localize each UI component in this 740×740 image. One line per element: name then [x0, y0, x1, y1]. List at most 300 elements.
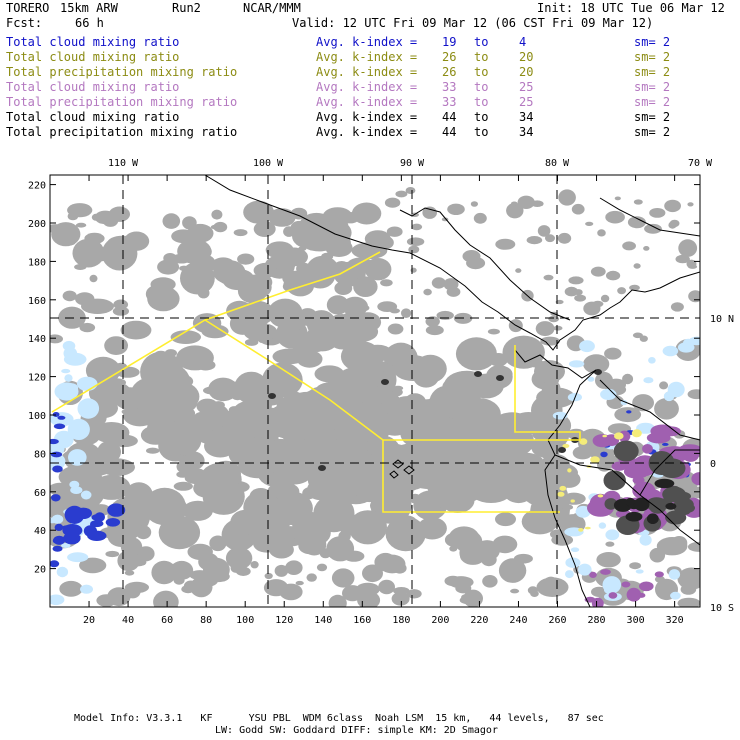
- y-tick-label: 140: [27, 334, 46, 346]
- light-blue-cell: [668, 382, 685, 398]
- cloud-cell: [574, 295, 586, 302]
- legend-row: [6, 80, 736, 95]
- cloud-cell: [360, 215, 370, 221]
- cloud-cell: [536, 321, 555, 336]
- cloud-cell: [352, 203, 381, 225]
- cloud-cell: [482, 575, 497, 588]
- dark-cell: [626, 498, 635, 506]
- legend-sm: sm= 2: [634, 80, 671, 94]
- cloud-cell: [211, 210, 222, 220]
- cloud-cell: [317, 564, 327, 572]
- cloud-cell: [466, 257, 485, 269]
- cloud-cell: [63, 291, 77, 302]
- cloud-cell: [393, 596, 407, 603]
- legend-to: 20: [519, 65, 534, 79]
- yellow-cell: [557, 492, 564, 497]
- cloud-cell: [461, 594, 471, 600]
- cloud-cell: [196, 360, 216, 371]
- longitude-labels: [108, 158, 713, 169]
- cloud-cell: [688, 542, 710, 552]
- cloud-cell: [147, 286, 179, 311]
- cloud-cell: [467, 453, 484, 463]
- legend-row: [6, 35, 736, 50]
- legend-to-word: to: [474, 50, 489, 64]
- yellow-cell: [598, 494, 604, 497]
- purple-cell: [655, 571, 664, 577]
- cloud-cell: [105, 551, 119, 557]
- cloud-cell: [591, 267, 606, 277]
- cloud-cell: [456, 337, 497, 370]
- cloud-cell: [254, 442, 276, 457]
- cloud-cell: [307, 573, 317, 581]
- light-blue-cell: [579, 340, 595, 352]
- cloud-cell: [126, 557, 144, 566]
- dark-cell: [268, 393, 276, 399]
- cloud-cell: [413, 364, 439, 387]
- cloud-cell: [121, 321, 152, 340]
- latitude-label: 0: [710, 459, 717, 470]
- legend-row: [6, 110, 736, 125]
- cloud-cell: [515, 268, 521, 273]
- x-tick-label: 140: [314, 615, 333, 626]
- blue-cell: [95, 512, 105, 522]
- cloud-cell: [302, 438, 318, 449]
- cloud-cell: [450, 382, 481, 409]
- y-tick-label: 40: [33, 526, 46, 538]
- purple-cell: [589, 572, 597, 578]
- legend-row: [6, 65, 736, 80]
- cloud-cell: [73, 239, 105, 268]
- legend-avg: Avg. k-index =: [316, 35, 418, 49]
- cloud-cell: [193, 478, 220, 497]
- latitude-labels: [710, 314, 734, 614]
- cloud-cell: [302, 534, 326, 556]
- cloud-cell: [93, 475, 131, 500]
- cloud-cell: [447, 204, 465, 215]
- forecast-label: Fcst:: [6, 16, 43, 30]
- cloud-cell: [474, 213, 487, 224]
- blue-cell: [62, 524, 82, 537]
- legend-to: 34: [519, 110, 534, 124]
- dark-cell: [604, 471, 626, 491]
- yellow-cell: [585, 527, 591, 530]
- cloud-cell: [124, 232, 149, 251]
- legend-field: Total cloud mixing ratio: [6, 50, 180, 64]
- cloud-cell: [671, 302, 684, 311]
- legend-field: Total precipitation mixing ratio: [6, 125, 238, 139]
- cloud-cell: [326, 415, 343, 428]
- light-blue-cell: [81, 491, 92, 500]
- cloud-cell: [538, 225, 551, 237]
- light-blue-cell: [565, 570, 574, 578]
- cloud-cell: [688, 487, 709, 498]
- light-blue-cell: [77, 377, 98, 391]
- model-info-line1: Model Info: V3.3.1 KF YSU PBL WDM 6class Noah LSM 15 km, 44 levels, 87 sec: [74, 713, 604, 724]
- cloud-cell: [565, 287, 579, 297]
- cloud-cell: [401, 530, 413, 541]
- light-blue-cell: [599, 522, 606, 528]
- cloud-cell: [380, 279, 393, 286]
- y-tick-label: 80: [33, 449, 46, 461]
- cloud-cell: [380, 236, 394, 248]
- blue-cell: [51, 494, 61, 501]
- cloud-cell: [407, 589, 422, 598]
- cloud-cell: [558, 189, 576, 205]
- cloud-cell: [97, 441, 121, 463]
- dark-cell: [381, 379, 389, 385]
- cloud-cell: [332, 568, 355, 587]
- cloud-cell: [511, 202, 518, 206]
- x-tick-label: 200: [431, 615, 450, 626]
- legend-to-word: to: [474, 95, 489, 109]
- cloud-cell: [604, 348, 621, 360]
- cloud-cell: [678, 239, 697, 257]
- blue-cell: [54, 424, 65, 430]
- longitude-label: 100 W: [252, 158, 284, 169]
- cloud-cell: [583, 302, 600, 316]
- x-tick-label: 180: [392, 615, 411, 626]
- cloud-cell: [396, 515, 416, 527]
- legend-sm: sm= 2: [634, 125, 671, 139]
- legend-from: 26: [442, 65, 457, 79]
- yellow-cell: [614, 432, 624, 439]
- cloud-cell: [337, 382, 371, 404]
- model-resolution: 15km ARW: [60, 1, 118, 15]
- light-blue-cell: [605, 529, 619, 540]
- blue-cell: [662, 443, 669, 446]
- cloud-cell: [617, 287, 626, 294]
- light-blue-cell: [57, 567, 68, 577]
- cloud-cell: [341, 439, 366, 456]
- legend-to-word: to: [474, 125, 489, 139]
- legend-avg: Avg. k-index =: [316, 125, 418, 139]
- cloud-cell: [241, 301, 274, 325]
- x-tick-label: 260: [548, 615, 567, 626]
- y-tick-label: 180: [27, 257, 46, 269]
- cloud-cell: [400, 419, 431, 447]
- cloud-cell: [390, 308, 400, 313]
- cloud-cell: [230, 388, 245, 400]
- cloud-cell: [596, 552, 620, 567]
- cloud-cell: [615, 197, 621, 201]
- cloud-cell: [551, 534, 573, 545]
- longitude-label: 80 W: [544, 158, 570, 169]
- map-plot: [0, 150, 740, 626]
- cloud-cell: [485, 469, 509, 486]
- cloud-cell: [356, 305, 369, 312]
- cloud-cell: [437, 311, 454, 320]
- x-tick-label: 60: [161, 615, 174, 626]
- cloud-cell: [245, 339, 258, 346]
- purple-cell: [593, 434, 613, 447]
- blue-cell: [57, 416, 65, 420]
- cloud-cell: [80, 323, 96, 332]
- cloud-cell: [211, 225, 221, 230]
- legend-sm: sm= 2: [634, 95, 671, 109]
- dark-cell: [318, 465, 326, 471]
- light-blue-cell: [52, 515, 64, 524]
- cloud-cell: [159, 528, 172, 536]
- cloud-cell: [107, 587, 130, 606]
- x-tick-label: 300: [626, 615, 645, 626]
- yellow-cell: [578, 528, 583, 532]
- dark-cell: [626, 512, 643, 522]
- x-tick-label: 220: [470, 615, 489, 626]
- cloud-cell: [426, 325, 444, 335]
- x-tick-label: 280: [587, 615, 606, 626]
- purple-cell: [600, 569, 611, 575]
- blue-cell: [106, 518, 120, 527]
- cloud-cell: [174, 482, 193, 491]
- cloud-cell: [409, 246, 419, 254]
- dark-cell: [634, 498, 649, 512]
- cloud-cell: [93, 422, 129, 443]
- cloud-cell: [334, 281, 352, 295]
- cloud-cell: [136, 525, 152, 539]
- cloud-cell: [397, 344, 413, 355]
- cloud-cell: [605, 211, 625, 224]
- cloud-cell: [488, 329, 500, 335]
- longitude-label: 110 W: [107, 158, 139, 169]
- cloud-cell: [265, 573, 273, 579]
- cloud-cell: [622, 241, 636, 250]
- init-time: Init: 18 UTC Tue 06 Mar 12: [537, 1, 725, 15]
- yellow-cell: [602, 435, 607, 438]
- legend-to: 25: [519, 80, 534, 94]
- cloud-cell: [327, 439, 340, 445]
- y-tick-label: 160: [27, 295, 46, 307]
- y-tick-label: 220: [27, 180, 46, 192]
- yellow-cell: [559, 486, 566, 491]
- yellow-cell: [567, 468, 571, 472]
- cloud-cell: [163, 213, 181, 229]
- cloud-cell: [298, 403, 317, 413]
- dark-cell: [674, 503, 695, 514]
- cloud-cell: [528, 423, 546, 432]
- cloud-cell: [670, 220, 680, 227]
- light-blue-cell: [61, 369, 70, 373]
- longitude-label: 70 W: [687, 158, 713, 169]
- legend-from: 33: [442, 80, 457, 94]
- cloud-cell: [449, 546, 457, 552]
- cloud-cell: [527, 236, 543, 244]
- cloud-cell: [385, 198, 400, 208]
- purple-cell: [627, 588, 642, 602]
- model-name: TORERO: [6, 1, 50, 15]
- cloud-cell: [267, 471, 295, 487]
- cloud-cell: [153, 591, 179, 614]
- cloud-cell: [423, 289, 431, 296]
- light-blue-cell: [643, 377, 653, 383]
- cloud-cell: [212, 257, 234, 270]
- cloud-cell: [687, 202, 693, 206]
- blue-cell: [626, 410, 631, 413]
- purple-cell: [609, 592, 618, 599]
- cloud-cell: [387, 227, 403, 237]
- cloud-cell: [409, 494, 421, 504]
- legend-row: [6, 125, 736, 140]
- cloud-cell: [499, 558, 526, 583]
- blue-cell: [600, 452, 607, 458]
- cloud-cell: [329, 595, 347, 612]
- cloud-cell: [688, 389, 706, 399]
- cloud-cell: [395, 191, 407, 198]
- legend-avg: Avg. k-index =: [316, 110, 418, 124]
- cloud-cell: [176, 471, 189, 478]
- cloud-cell: [151, 561, 176, 585]
- light-blue-cell: [67, 552, 88, 562]
- legend-to-word: to: [474, 110, 489, 124]
- cloud-cell: [363, 345, 392, 362]
- cloud-cell: [167, 401, 189, 414]
- cloud-cell: [121, 537, 142, 556]
- cloud-cell: [411, 268, 417, 273]
- purple-cell: [595, 497, 606, 506]
- cloud-cell: [634, 199, 643, 204]
- legend-field: Total precipitation mixing ratio: [6, 95, 238, 109]
- cloud-cell: [319, 476, 356, 500]
- cloud-cell: [606, 271, 620, 281]
- cloud-cell: [286, 529, 298, 538]
- cloud-cell: [296, 581, 304, 585]
- blue-cell: [52, 466, 63, 473]
- light-blue-cell: [640, 535, 652, 546]
- purple-cell: [639, 582, 654, 592]
- cloud-cell: [168, 427, 201, 455]
- cloud-cell: [251, 561, 259, 568]
- cloud-cell: [172, 254, 191, 264]
- blue-cell: [53, 546, 63, 552]
- cloud-cell: [522, 345, 538, 354]
- legend-to: 4: [519, 35, 527, 49]
- legend-to: 20: [519, 50, 534, 64]
- cloud-cell: [68, 212, 79, 220]
- cloud-cell: [489, 353, 508, 366]
- cloud-cell: [364, 440, 388, 452]
- x-tick-label: 120: [275, 615, 294, 626]
- cloud-cell: [407, 237, 424, 246]
- cloud-cell: [183, 501, 213, 521]
- legend-to-word: to: [474, 80, 489, 94]
- x-tick-label: 80: [200, 615, 213, 626]
- dark-cell: [614, 441, 639, 462]
- cloud-cell: [477, 419, 505, 436]
- cloud-cell: [654, 398, 679, 420]
- dark-cell: [558, 447, 566, 453]
- cloud-cell: [659, 381, 668, 389]
- cloud-cell: [495, 512, 516, 526]
- cloud-cell: [664, 200, 681, 212]
- cloud-cell: [657, 537, 688, 555]
- cloud-cell: [568, 276, 583, 284]
- legend-sm: sm= 2: [634, 35, 671, 49]
- cloud-cell: [146, 448, 159, 454]
- blue-cell: [90, 522, 98, 527]
- light-blue-cell: [648, 357, 656, 364]
- legend-to: 34: [519, 125, 534, 139]
- cloud-cell: [275, 565, 289, 577]
- y-tick-label: 120: [27, 372, 46, 384]
- cloud-cell: [411, 224, 422, 231]
- forecast-hours: 66 h: [75, 16, 104, 30]
- cloud-cell: [353, 276, 377, 297]
- cloud-cell: [62, 239, 75, 245]
- cloud-cell: [75, 292, 94, 305]
- x-tick-label: 320: [665, 615, 684, 626]
- light-blue-cell: [670, 592, 681, 600]
- light-blue-cell: [571, 547, 579, 552]
- cloud-cell: [374, 553, 396, 571]
- y-tick-label: 200: [27, 219, 46, 230]
- cloud-cell: [495, 239, 515, 250]
- organization: NCAR/MMM: [243, 1, 301, 15]
- cloud-cell: [243, 491, 280, 523]
- legend-from: 19: [442, 35, 457, 49]
- dark-cell: [665, 503, 676, 510]
- cloud-cell: [629, 562, 641, 569]
- dark-cell: [474, 371, 482, 377]
- cloud-cell: [329, 319, 343, 329]
- light-blue-cell: [78, 398, 100, 418]
- cloud-cell: [47, 334, 63, 343]
- model-info-line2: LW: Godd SW: Goddard DIFF: simple KM: 2D Smagor: [215, 725, 498, 736]
- x-tick-label: 40: [122, 615, 135, 626]
- legend-to: 25: [519, 95, 534, 109]
- cloud-cell: [401, 308, 411, 318]
- y-tick-label: 60: [33, 487, 46, 499]
- light-blue-cell: [603, 576, 622, 593]
- cloud-cell: [266, 241, 294, 258]
- cloud-cell: [585, 222, 593, 226]
- y-tick-label: 100: [27, 411, 46, 422]
- light-blue-cell: [636, 569, 644, 573]
- cloud-cell: [531, 200, 544, 207]
- dark-cell: [647, 513, 659, 524]
- cloud-cell: [343, 322, 378, 342]
- light-blue-cell: [64, 383, 78, 393]
- blue-cell: [49, 560, 59, 567]
- cloud-cell: [236, 567, 251, 576]
- cloud-cell: [633, 333, 643, 339]
- cloud-cell: [171, 229, 195, 243]
- legend-from: 26: [442, 50, 457, 64]
- blue-cell: [48, 439, 59, 444]
- cloud-cell: [234, 229, 248, 236]
- purple-cell: [624, 464, 650, 478]
- cloud-cell: [474, 540, 500, 561]
- cloud-cell: [302, 357, 313, 365]
- purple-cell: [650, 425, 675, 438]
- dark-cell: [655, 479, 675, 488]
- legend-from: 44: [442, 110, 457, 124]
- cloud-cell: [76, 223, 86, 228]
- cloud-cell: [204, 434, 236, 457]
- light-blue-cell: [64, 374, 72, 382]
- light-blue-cell: [569, 360, 584, 367]
- yellow-cell: [571, 499, 575, 502]
- cloud-cell: [292, 224, 323, 248]
- cloud-cell: [279, 584, 302, 601]
- cloud-cell: [455, 418, 473, 428]
- cloud-cell: [388, 324, 404, 335]
- cloud-cell: [649, 208, 665, 218]
- legend-from: 33: [442, 95, 457, 109]
- legend-from: 44: [442, 125, 457, 139]
- cloud-cell: [203, 387, 218, 394]
- legend-row: [6, 50, 736, 65]
- blue-cell: [51, 452, 62, 458]
- cloud-cell: [112, 428, 125, 434]
